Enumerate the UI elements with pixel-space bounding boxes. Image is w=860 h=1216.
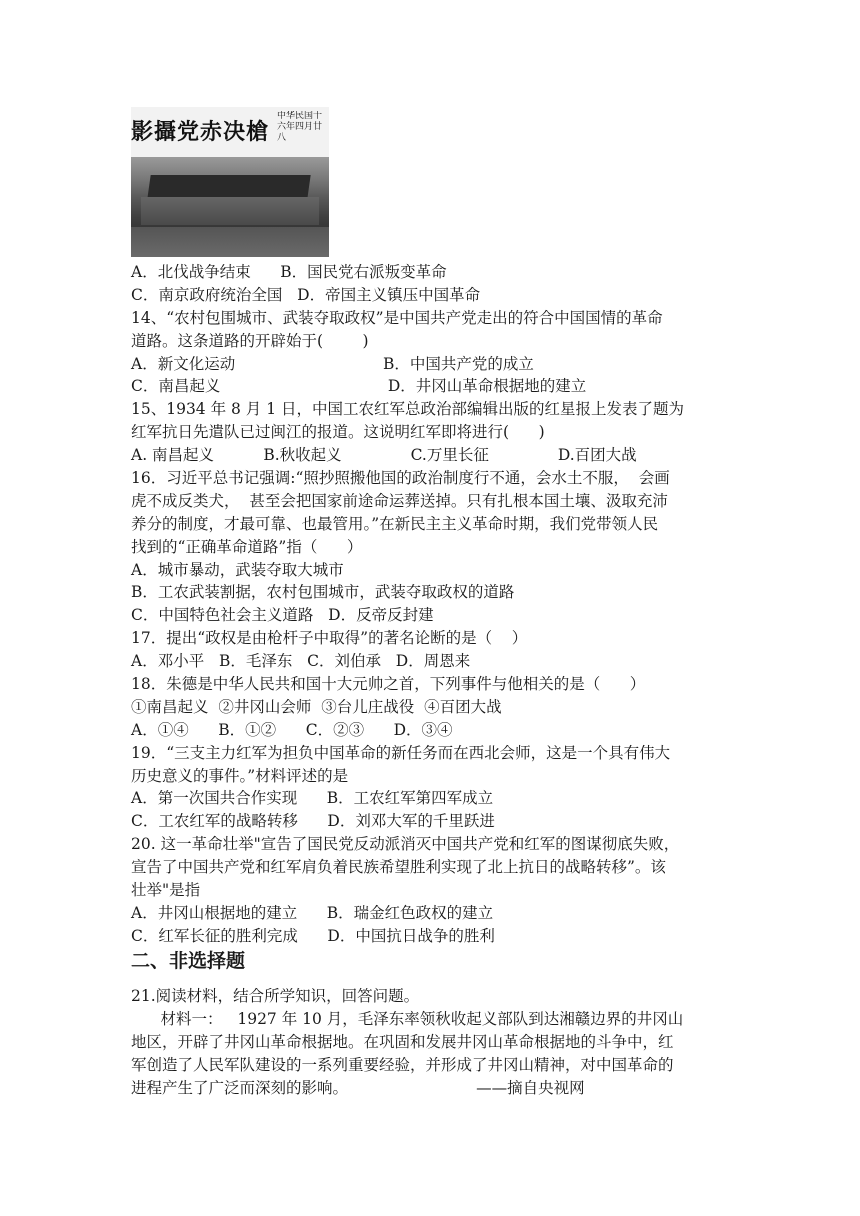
- question-text: 历史意义的事件。”材料评述的是: [131, 767, 349, 785]
- photo-caption: 影攝党赤决槍: [131, 119, 270, 145]
- photo-wall: [141, 197, 319, 225]
- question-text: ①南昌起义 ②井冈山会师 ③台儿庄战役 ④百团大战: [131, 698, 502, 716]
- photo-scene: [131, 157, 329, 257]
- option-line: A．①④ B．①② C．②③ D．③④: [131, 721, 453, 739]
- section-heading: 二、非选择题: [131, 950, 246, 972]
- question-21: 21.阅读材料，结合所学知识，回答问题。: [131, 987, 420, 1005]
- question-19: 19．“三支主力红军为担负中国革命的新任务而在西北会师，这是一个具有伟大: [131, 744, 671, 762]
- option-line: C．南京政府统治全国 D．帝国主义镇压中国革命: [131, 286, 481, 304]
- question-text: 壮举"是指: [131, 881, 201, 899]
- option-line: A．城市暴动，武装夺取大城市: [131, 561, 344, 579]
- question-text: 养分的制度，才最可靠、也最管用。”在新民主主义革命时期，我们党带领人民: [131, 515, 659, 533]
- option-line: C．中国特色社会主义道路 D．反帝反封建: [131, 606, 434, 624]
- option-line: C．红军长征的胜利完成 D．中国抗日战争的胜利: [131, 927, 495, 945]
- question-text: 红军抗日先遣队已过闽江的报道。这说明红军即将进行( ): [131, 423, 545, 441]
- option-line: A．第一次国共合作实现 B．工农红军第四军成立: [131, 789, 494, 807]
- photo-roof: [147, 175, 310, 199]
- question-14: 14、“农村包围城市、武装夺取政权”是中国共产党走出的符合中国国情的革命: [131, 309, 663, 327]
- question-20: 20. 这一革命壮举"宣告了国民党反动派消灭中国共产党和红军的图谋彻底失败，: [131, 835, 680, 853]
- historical-photo: [131, 107, 329, 257]
- option-line: A．新文化运动 B．中国共产党的成立: [131, 355, 534, 373]
- option-line: C．工农红军的战略转移 D．刘邓大军的千里跃进: [131, 812, 495, 830]
- question-16: 16．习近平总书记强调:“照抄照搬他国的政治制度行不通，会水土不服， 会画: [131, 469, 670, 487]
- question-text: 虎不成反类犬， 甚至会把国家前途命运葬送掉。只有扎根本国土壤、汲取充沛: [131, 492, 668, 510]
- photo-date: 中华民国十六年四月廿八: [277, 111, 323, 143]
- photo-ground: [131, 227, 329, 257]
- material-text: 材料一： 1927 年 10 月，毛泽东率领秋收起义部队到达湘赣边界的井冈山: [131, 1010, 684, 1028]
- option-line: A．井冈山根据地的建立 B．瑞金红色政权的建立: [131, 904, 494, 922]
- option-line: A. 南昌起义 B.秋收起义 C.万里长征 D.百团大战: [131, 446, 637, 464]
- material-text: 军创造了人民军队建设的一系列重要经验，并形成了井冈山精神，对中国革命的: [131, 1056, 674, 1074]
- option-line: C．南昌起义 D．井冈山革命根据地的建立: [131, 377, 587, 395]
- material-text: 地区，开辟了井冈山革命根据地。在巩固和发展井冈山革命根据地的斗争中，红: [131, 1033, 674, 1051]
- question-text: 宣告了中国共产党和红军肩负着民族希望胜利实现了北上抗日的战略转移”。该: [131, 858, 666, 876]
- question-17: 17．提出“政权是由枪杆子中取得”的著名论断的是（ ）: [131, 629, 528, 647]
- option-line: A．北伐战争结束 B．国民党右派叛变革命: [131, 263, 447, 281]
- question-text: 找到的“正确革命道路”指（ ）: [131, 538, 363, 556]
- question-text: 道路。这条道路的开辟始于( ): [131, 332, 369, 350]
- question-15: 15、1934 年 8 月 1 日，中国工农红军总政治部编辑出版的红星报上发表了题为: [131, 400, 685, 418]
- option-line: A．邓小平 B．毛泽东 C．刘伯承 D．周恩来: [131, 652, 471, 670]
- option-line: B．工农武装割据，农村包围城市，武装夺取政权的道路: [131, 583, 515, 601]
- question-18: 18．朱德是中华人民共和国十大元帅之首，下列事件与他相关的是（ ）: [131, 675, 646, 693]
- material-text: 进程产生了广泛而深刻的影响。 ——摘自央视网: [131, 1079, 585, 1097]
